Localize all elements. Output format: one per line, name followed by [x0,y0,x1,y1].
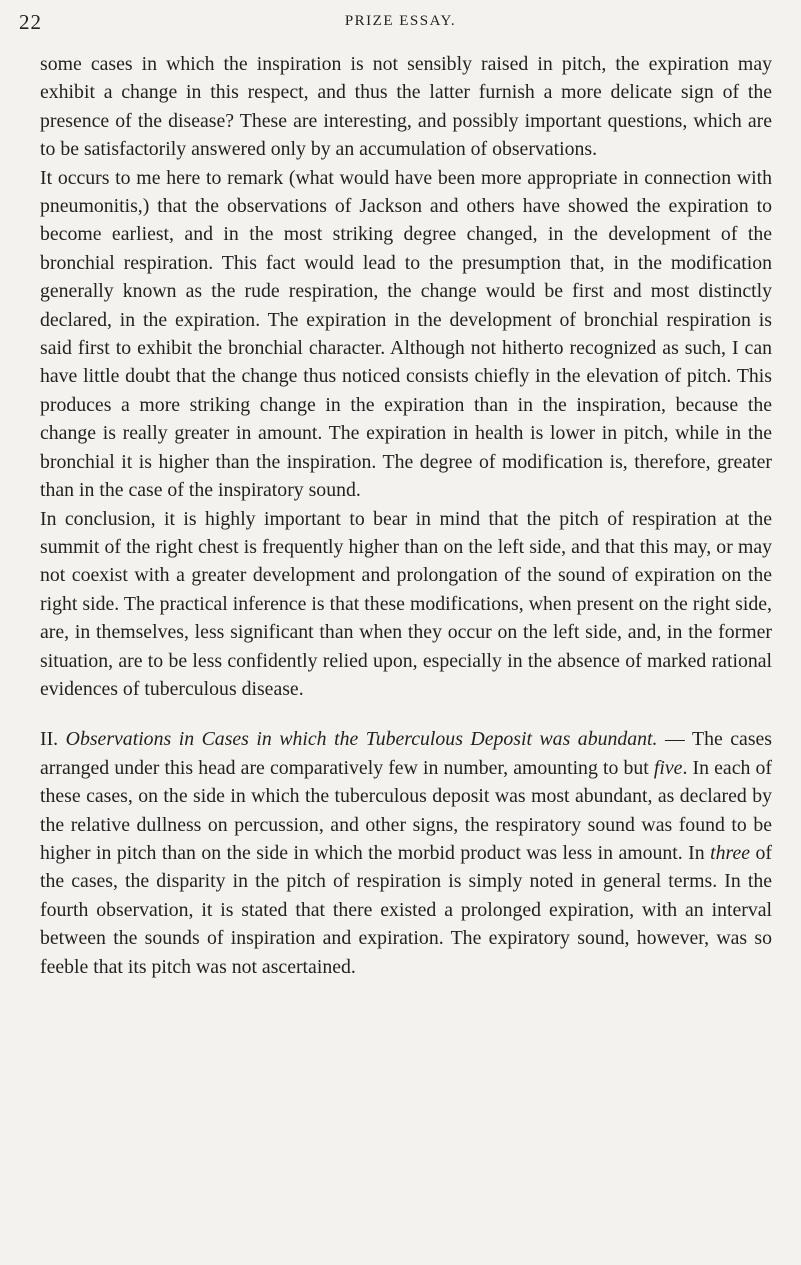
section-gap [40,703,772,725]
emphasis-three: three [710,841,751,864]
section-number: II. [40,728,59,751]
body-text [40,50,772,981]
running-title: PRIZE ESSAY. [344,13,457,29]
paragraph-2: It occurs to me here to remark (what would have been more appropriate in connection with pneumonitis,) that the observations of Jackson and others have showed the expiration to become earliest, and in the most striking degree changed, in the development of the bronchial respiration. This fact would lead to the presumption that, in the modification generally known as the rude respiration, the change would be first and most distinctly declared, in the expiration. The expiration in the development of bronchial respiration is said first to exhibit the bronchial character. Although not hitherto recognized as such, I can have little doubt that the change thus noticed consists chiefly in the elevation of pitch. This produces a more striking change in the expiration than in the inspiration, because the change is really greater in amount. The expiration in health is lower in pitch, while in the bronchial it is higher than the inspiration. The degree of modification is, therefore, greater than in the case of the inspiratory sound. [40,166,772,502]
running-head [0,10,801,40]
section-text-b: . In each of these cases, on the side in which the tuberculous deposit was most abundant, as declared by the relative dullness on percussion, and other signs, the respiratory sound was found to be higher in pitch than on the side in which the morbid product was less in amount. In [40,756,772,864]
section-title: Observations in Cases in which the Tuberculous Deposit was abundant. [65,728,658,751]
section-text-a: The cases arranged under this head are comparatively few in number, amounting to but [40,728,773,779]
paragraph-3: In conclusion, it is highly important to bear in mind that the pitch of respiration at the summit of the right chest is frequently higher than on the left side, and that this may, or may not coexist with a greater development and prolongation of the sound of expiration on the right side. The practical inference is that these modifications, when present on the right side, are, in themselves, less significant than when they occur on the left side, and, in the former situation, are to be less confidently relied upon, especially in the absence of marked rational evidences of tuberculous disease. [40,507,772,700]
paragraph-1: some cases in which the inspiration is not sensibly raised in pitch, the expiration may exhibit a change in this respect, and thus the latter furnish a more delicate sign of the presence of the disease? These are interesting, and possibly important questions, which are to be satisfactorily answered only by an accumulation of observations. [40,53,772,161]
page-number: 22 [19,10,42,34]
section-dash: — [657,728,692,751]
emphasis-five: five [653,756,683,779]
section-2-paragraph [40,725,772,981]
section-text-c: of the cases, the disparity in the pitch of respiration is simply noted in general terms. In the fourth observation, it is stated that there existed a prolonged expiration, with an interval between the sounds of inspiration and expiration. The expiratory sound, however, was so feeble that its pitch was not ascertained. [40,841,772,978]
